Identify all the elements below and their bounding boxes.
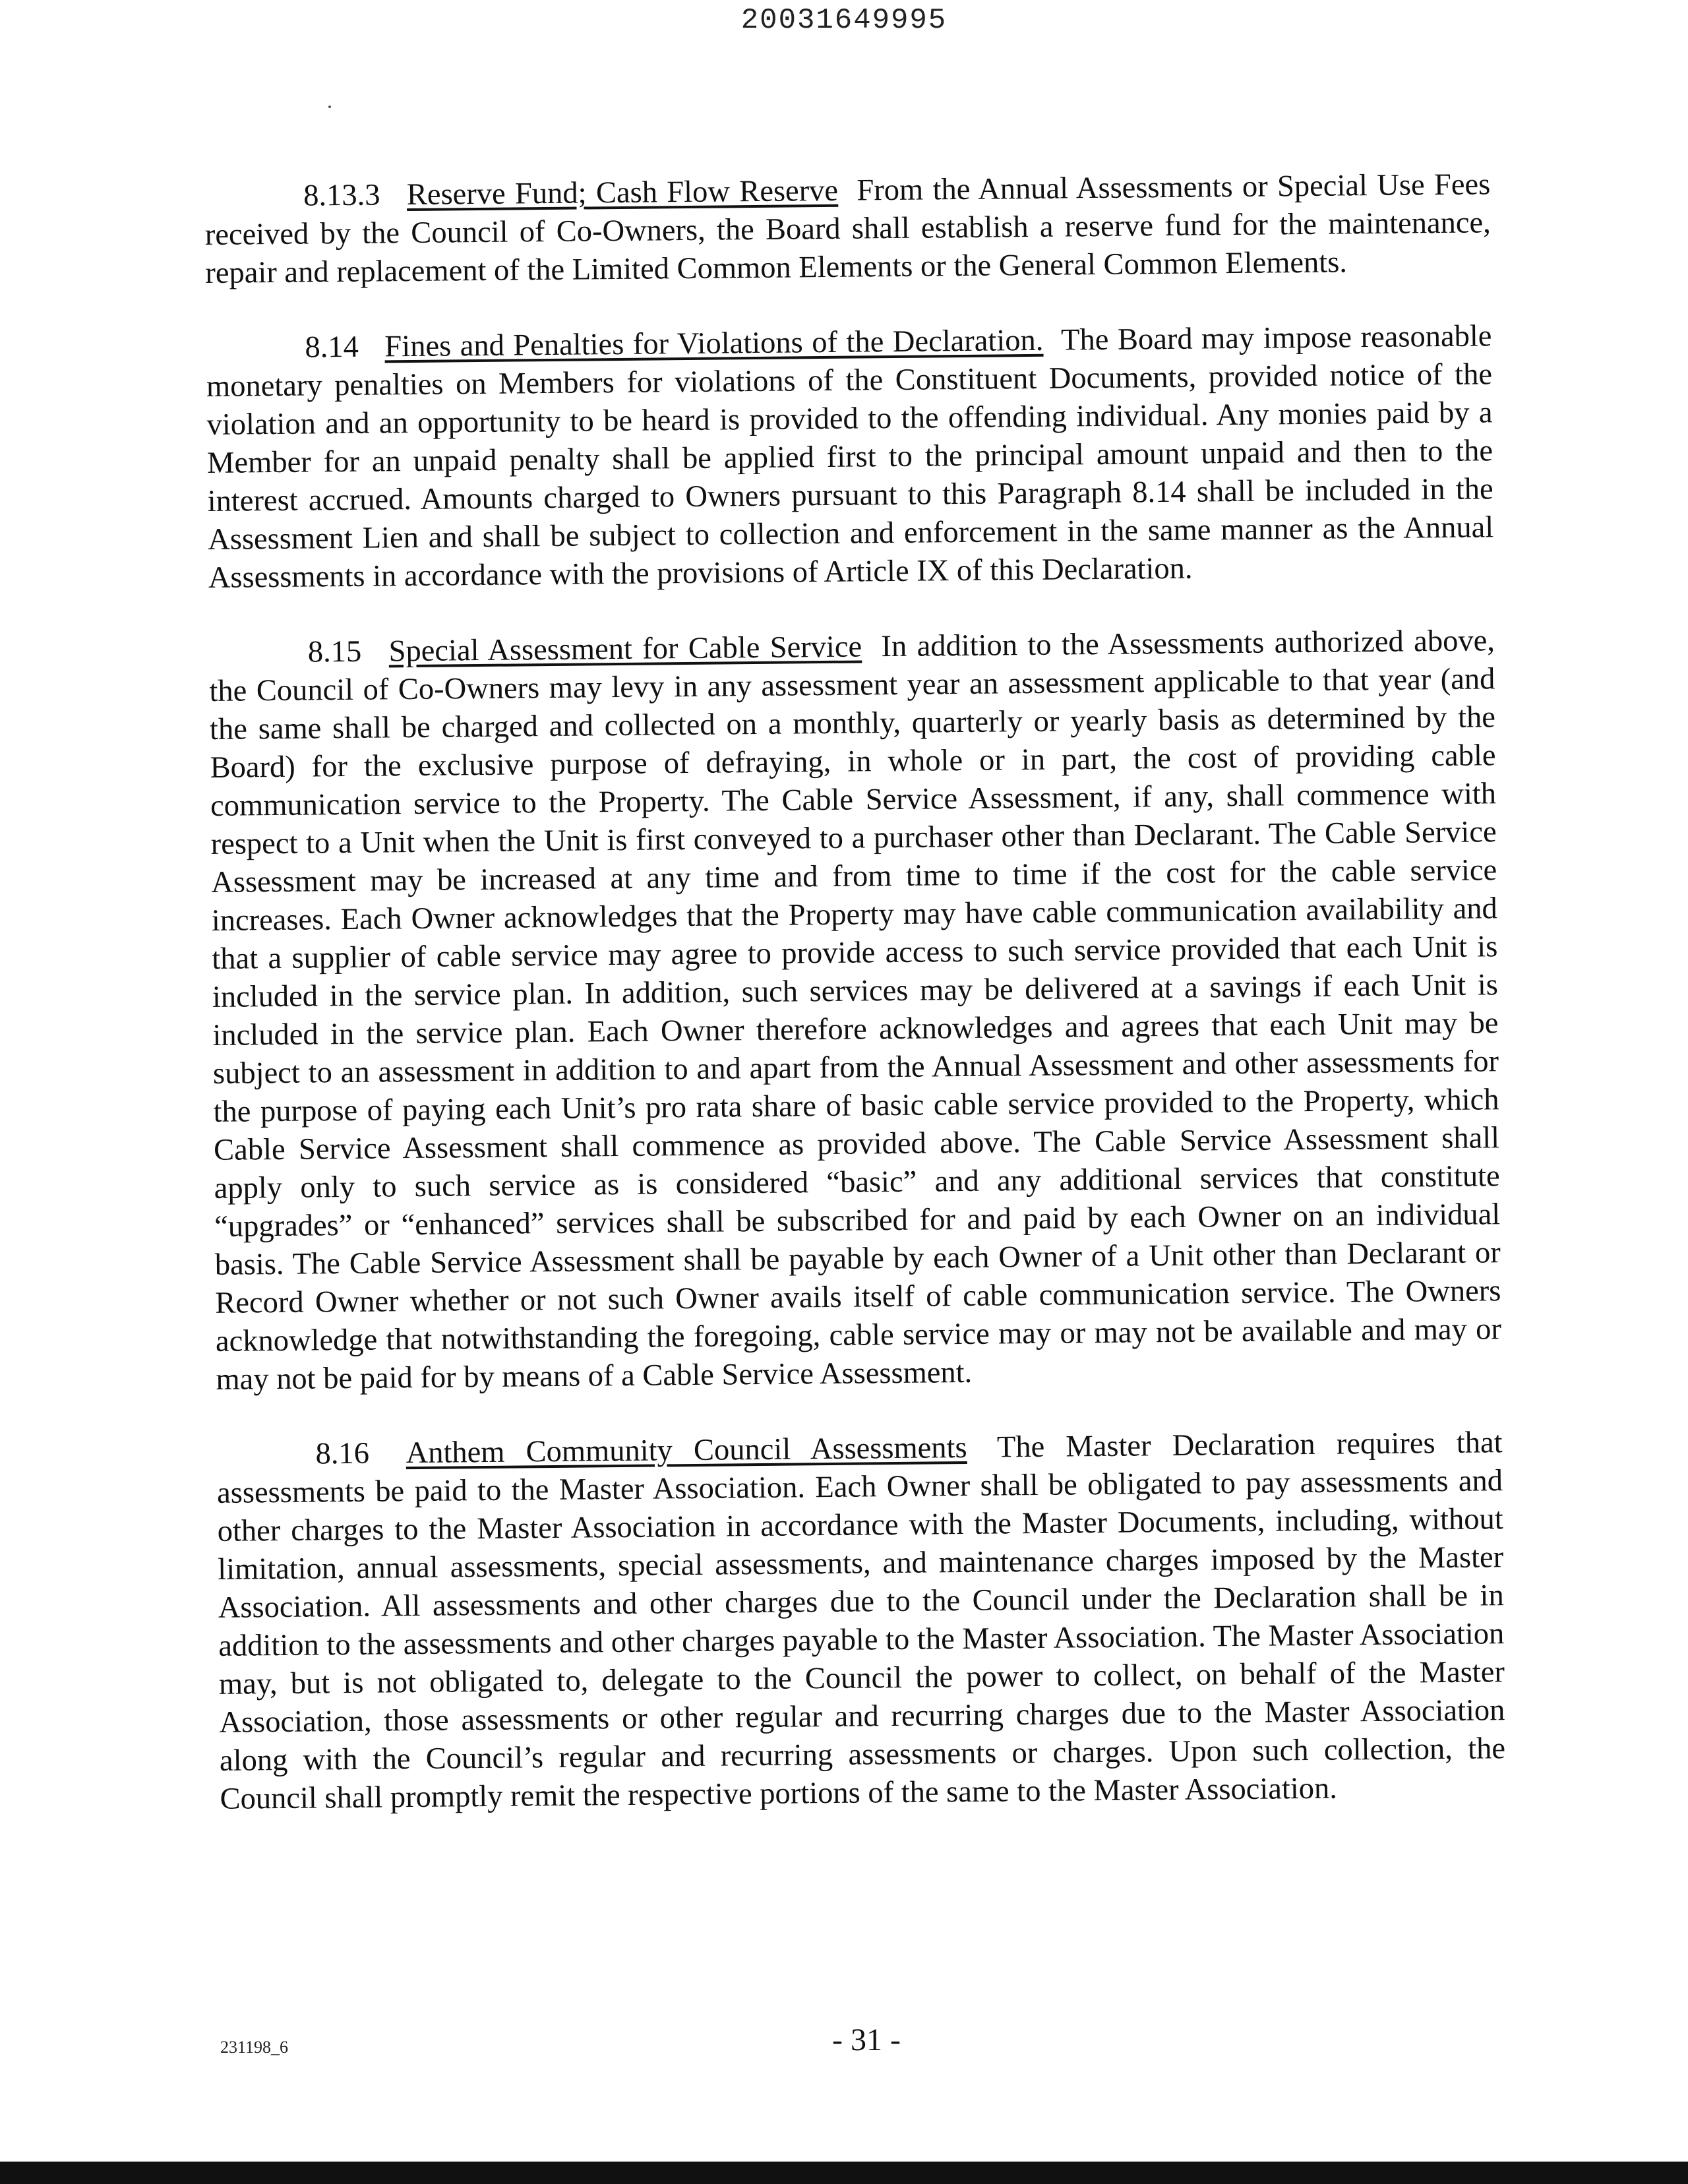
paragraph-8-14 <box>206 317 1494 597</box>
paragraph-number: 8.13.3 <box>303 178 380 213</box>
paragraph-heading: Anthem Community Council Assessments <box>406 1430 967 1471</box>
scan-edge-bar <box>0 2162 1688 2184</box>
paragraph-text: From the Annual Assessments or Special Use Fees received by the Council of Co-Owners, the Board shall establish a reserve fund for the maintenance, repair and replacement of the Limited Common Elements or the General Common Elements. <box>204 167 1491 290</box>
document-code: 231198_6 <box>220 2038 289 2057</box>
paragraph-number: 8.16 <box>315 1436 370 1471</box>
paragraph-8-15 <box>209 622 1502 1399</box>
paragraph-text: In addition to the Assessments authorized above, the Council of Co-Owners may levy in any assessment year an assessment applicable to that year (and the same shall be charged and collected on a monthly, quarterly or yearly basis as determined by the Board) for the exclusive purpose of defraying, in whole or in part, the cost of providing cable communication service to the Property. The Cable Service Assessment, if any, shall commence with respect to a Unit when the Unit is first conveyed to a purchaser other than Declarant. The Cable Service Assessment may be increased at any time and from time to time if the cost for the cable service increases. Each Owner acknowledges that the Property may have cable communication availability and that a supplier of cable service may agree to provide access to such service provided that each Unit is included in the service plan. In addition, such services may be delivered at a savings if each Unit is included in the service plan. Each Owner therefore acknowledges and agrees that each Unit may be subject to an assessment in addition to and apart from the Annual Assessment and other assessments for the purpose of paying each Unit’s pro rata share of basic cable service provided to the Property, which Cable Service Assessment shall commence as provided above. The Cable Service Assessment shall apply only to such service as is considered “basic” and any additional services that constitute “upgrades” or “enhanced” services shall be subscribed for and paid by each Owner on an individual basis. The Cable Service Assessment shall be payable by each Owner of a Unit other than Declarant or Record Owner whether or not such Owner avails itself of cable communication service. The Owners acknowledge that notwithstanding the foregoing, cable service may or may not be available and may or may not be paid for by means of a Cable Service Assessment. <box>209 624 1502 1397</box>
document-id: 20031649995 <box>740 4 948 37</box>
paragraph-number: 8.15 <box>307 634 362 669</box>
paragraph-number: 8.14 <box>305 330 359 365</box>
paragraph-heading: Special Assessment for Cable Service <box>388 630 862 669</box>
paragraph-text: The Board may impose reasonable monetary penalties on Members for violations of the Constituent Documents, provided notice of the violation and an opportunity to be heard is provided to the offending individual. Any monies paid by a Member for an unpaid penalty shall be applied first to the principal amount unpaid and then to the interest accrued. Amounts charged to Owners pursuant to this Paragraph 8.14 shall be included in the Assessment Lien and shall be subject to collection and enforcement in the same manner as the Annual Assessments in accordance with the provisions of Article IX of this Declaration. <box>206 319 1494 595</box>
paragraph-8-16 <box>216 1424 1505 1819</box>
scan-speck <box>328 106 331 108</box>
paragraph-heading: Reserve Fund; Cash Flow Reserve <box>406 173 839 212</box>
document-body <box>204 166 1506 1856</box>
paragraph-text: The Master Declaration requires that assessments be paid to the Master Association. Each Owner shall be obligated to pay assessments and other charges to the Master Association in accordance with the Master Documents, including, without limitation, annual assessments, special assessments, and maintenance charges imposed by the Master Association. All assessments and other charges due to the Council under the Declaration shall be in addition to the assessments and other charges payable to the Master Association. The Master Association may, but is not obligated to, delegate to the Council the power to collect, on behalf of the Master Association, those assessments or other regular and recurring charges due to the Master Association along with the Council’s regular and recurring assessments or charges. Upon such collection, the Council shall promptly remit the respective portions of the same to the Master Association. <box>216 1426 1506 1816</box>
page-number: - 31 - <box>832 2022 901 2057</box>
paragraph-heading: Fines and Penalties for Violations of the Declaration. <box>384 323 1044 364</box>
paragraph-8-13-3 <box>204 166 1492 293</box>
